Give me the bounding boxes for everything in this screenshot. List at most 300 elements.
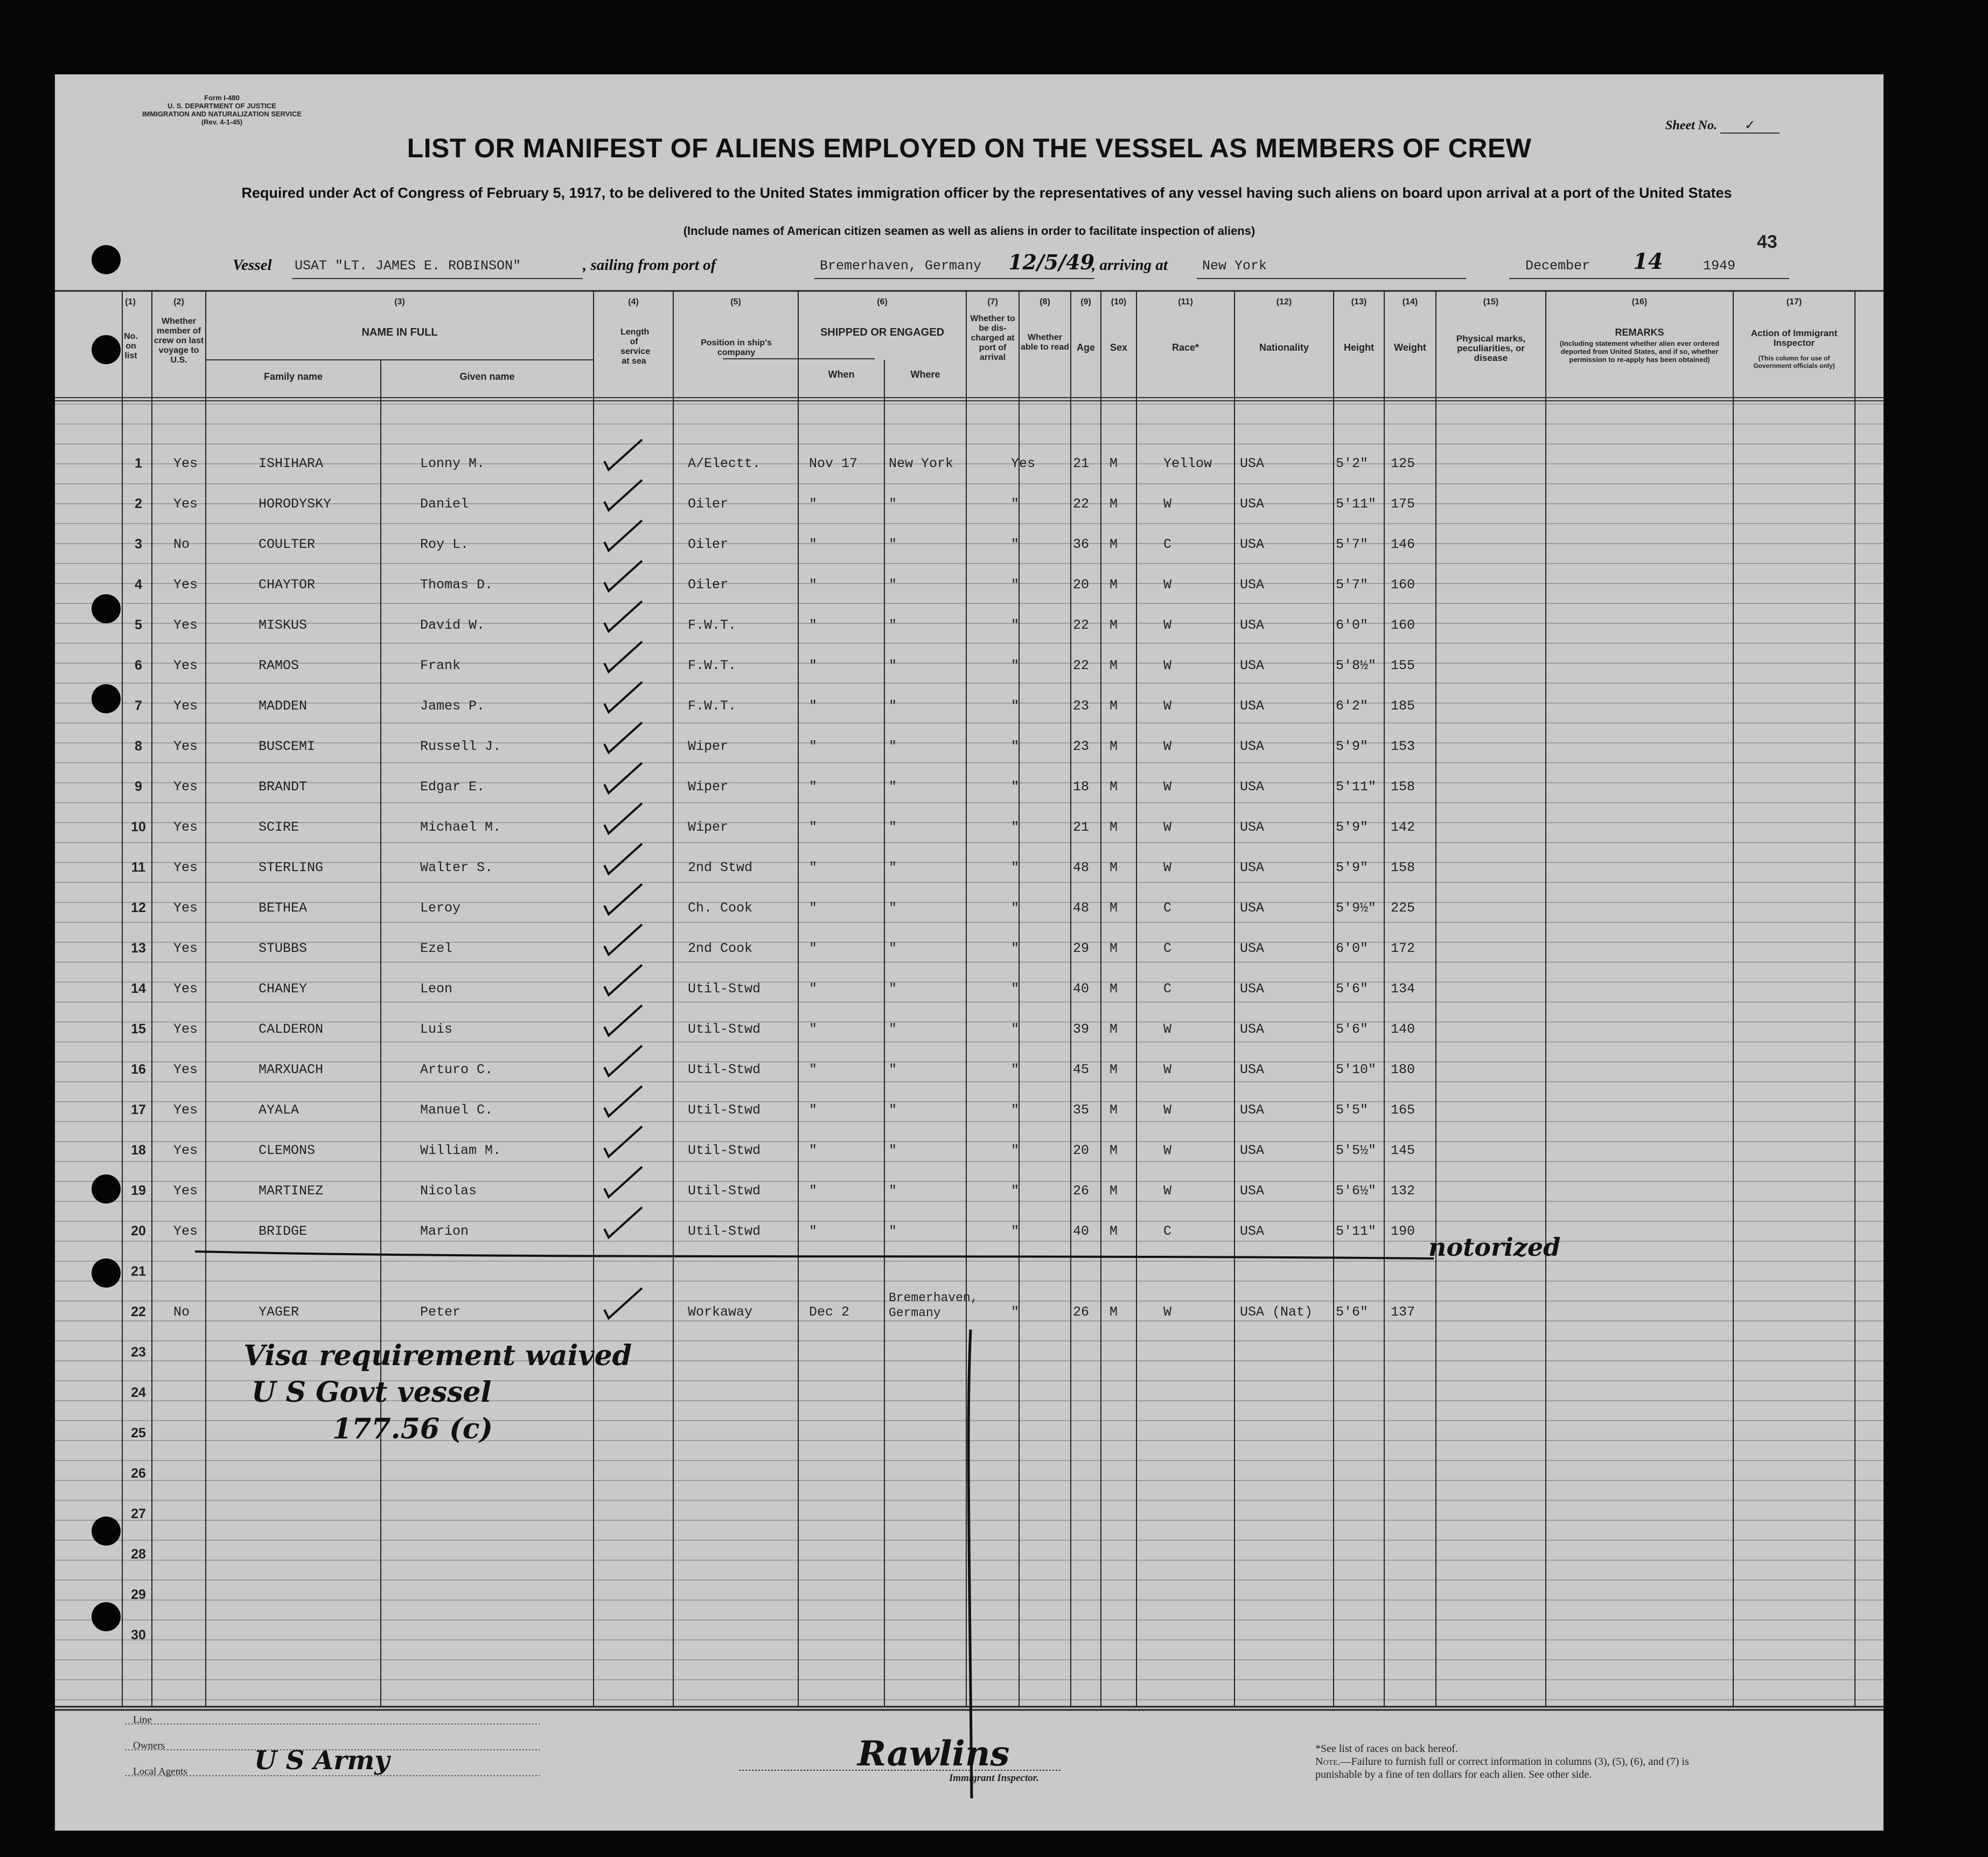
- cell-no: 24: [131, 1385, 146, 1400]
- cell-given: Leroy: [420, 900, 461, 916]
- cell-nat: USA: [1240, 496, 1265, 512]
- cell-read: ": [1011, 698, 1020, 714]
- cell-read: ": [1011, 537, 1020, 552]
- cell-no: 2: [135, 496, 142, 511]
- footer-local-agents-label: Local Agents: [133, 1766, 187, 1777]
- cell-sex: M: [1110, 577, 1118, 593]
- cell-nat: USA: [1240, 456, 1265, 471]
- cell-age: 29: [1073, 941, 1090, 956]
- cell-height: 5'9": [1336, 819, 1369, 835]
- cell-no: 21: [131, 1264, 146, 1279]
- col13-number: (13): [1351, 297, 1367, 307]
- cell-age: 26: [1073, 1183, 1090, 1199]
- cell-given: Manuel C.: [420, 1102, 493, 1118]
- cell-read: ": [1011, 900, 1020, 916]
- cell-last: Yes: [173, 1223, 198, 1239]
- cell-given: Thomas D.: [420, 577, 493, 593]
- cell-sex: M: [1110, 779, 1118, 795]
- cell-when: ": [809, 900, 818, 916]
- vessel-label: Vessel: [233, 256, 272, 274]
- cell-given: David W.: [420, 617, 485, 633]
- service-check-mark: [604, 682, 642, 712]
- cell-family: HORODYSKY: [259, 496, 332, 512]
- cell-nat: USA: [1240, 698, 1265, 714]
- col17-header: Action of Immigrant Inspector: [1750, 328, 1838, 348]
- cell-weight: 160: [1391, 617, 1415, 633]
- shipped-where-header: Where: [910, 369, 940, 380]
- cell-position: Wiper: [688, 819, 729, 835]
- cell-height: 5'8½": [1336, 658, 1377, 673]
- cell-family: CHANEY: [259, 981, 308, 997]
- service-check-mark: [604, 520, 642, 551]
- cell-sex: M: [1110, 1304, 1118, 1320]
- col4-header: Length of service at sea: [620, 328, 651, 366]
- cell-position: Util-Stwd: [688, 1102, 761, 1118]
- cell-no: 10: [131, 819, 146, 834]
- col7-number: (7): [987, 297, 998, 307]
- binder-hole: [92, 1517, 121, 1546]
- sailing-date: 12/5/49: [1008, 250, 1094, 274]
- cell-family: BRIDGE: [259, 1223, 308, 1239]
- cell-position: Workaway: [688, 1304, 753, 1320]
- cell-sex: M: [1110, 739, 1118, 754]
- cell-read: ": [1011, 1143, 1020, 1158]
- cell-family: CLEMONS: [259, 1143, 316, 1158]
- cell-read: ": [1011, 617, 1020, 633]
- col3-header: NAME IN FULL: [361, 326, 438, 338]
- cell-read: ": [1011, 577, 1020, 593]
- cell-last: Yes: [173, 1062, 198, 1077]
- col4-number: (4): [628, 297, 639, 307]
- cell-last: Yes: [173, 819, 198, 835]
- cell-sex: M: [1110, 860, 1118, 875]
- cell-position: Oiler: [688, 577, 729, 593]
- col16-header: REMARKS: [1615, 327, 1664, 338]
- cell-height: 5'9": [1336, 739, 1369, 754]
- col15-number: (15): [1483, 297, 1499, 307]
- cell-when: Dec 2: [809, 1304, 850, 1320]
- arrival-port: New York: [1202, 258, 1267, 274]
- footer-owners-label: Owners: [133, 1740, 165, 1751]
- cell-race: W: [1163, 1102, 1172, 1118]
- cell-position: F.W.T.: [688, 658, 737, 673]
- cell-last: Yes: [173, 698, 198, 714]
- col17-note: (This column for use of Government officials only): [1753, 354, 1835, 370]
- cell-where: ": [889, 1062, 897, 1077]
- cell-sex: M: [1110, 617, 1118, 633]
- cell-position: Util-Stwd: [688, 1223, 761, 1239]
- cell-when: ": [809, 981, 818, 997]
- cell-given: Roy L.: [420, 537, 469, 552]
- arrival-month: December: [1525, 258, 1591, 274]
- cell-where: ": [889, 1183, 897, 1199]
- cell-where: ": [889, 658, 897, 673]
- cell-position: F.W.T.: [688, 698, 737, 714]
- col5-header: Position in ship's company: [701, 338, 772, 357]
- cell-weight: 175: [1391, 496, 1415, 512]
- cell-no: 4: [135, 577, 142, 592]
- cell-where: ": [889, 1021, 897, 1037]
- col15-header: Physical marks, peculiarities, or disease: [1456, 333, 1526, 363]
- cell-race: W: [1163, 739, 1172, 754]
- cell-last: No: [173, 537, 190, 552]
- cell-given: Peter: [420, 1304, 461, 1320]
- races-footnote: *See list of races on back hereof.: [1315, 1743, 1458, 1755]
- cell-last: Yes: [173, 860, 198, 875]
- cell-when: ": [809, 1021, 818, 1037]
- cell-race: W: [1163, 819, 1172, 835]
- footer-line-label: Line: [133, 1714, 152, 1726]
- cell-race: W: [1163, 496, 1172, 512]
- cell-last: Yes: [173, 739, 198, 754]
- cell-read: ": [1011, 1223, 1020, 1239]
- col14-header: Weight: [1394, 342, 1426, 353]
- cell-where: ": [889, 779, 897, 795]
- cell-position: 2nd Stwd: [688, 860, 753, 875]
- cell-weight: 158: [1391, 860, 1415, 875]
- cell-where: ": [889, 739, 897, 754]
- service-check-mark: [604, 1207, 642, 1237]
- cell-age: 22: [1073, 617, 1090, 633]
- cell-position: Util-Stwd: [688, 1062, 761, 1077]
- cell-last: No: [173, 1304, 190, 1320]
- binder-hole: [92, 594, 121, 623]
- cell-race: W: [1163, 1304, 1172, 1320]
- cell-weight: 137: [1391, 1304, 1415, 1320]
- cell-height: 5'11": [1336, 496, 1377, 512]
- cell-sex: M: [1110, 496, 1118, 512]
- cell-read: ": [1011, 779, 1020, 795]
- cell-no: 27: [131, 1506, 146, 1521]
- cell-race: C: [1163, 941, 1172, 956]
- service-name: IMMIGRATION AND NATURALIZATION SERVICE: [142, 110, 302, 118]
- cell-read: ": [1011, 658, 1020, 673]
- cell-age: 45: [1073, 1062, 1090, 1077]
- cell-when: ": [809, 1102, 818, 1118]
- cell-where: New York: [889, 456, 954, 471]
- cell-family: AYALA: [259, 1102, 299, 1118]
- cell-family: YAGER: [259, 1304, 299, 1320]
- cell-family: MARTINEZ: [259, 1183, 324, 1199]
- col7-header: Whether to be dis-charged at port of arrival: [970, 314, 1015, 362]
- cell-weight: 145: [1391, 1143, 1415, 1158]
- cell-no: 28: [131, 1547, 146, 1562]
- cell-last: Yes: [173, 779, 198, 795]
- cell-when: ": [809, 1143, 818, 1158]
- cell-weight: 153: [1391, 739, 1415, 754]
- binder-hole: [92, 1258, 121, 1288]
- cell-race: W: [1163, 1062, 1172, 1077]
- manifest-sheet: [55, 74, 1884, 1831]
- cell-nat: USA: [1240, 900, 1265, 916]
- cell-given: Russell J.: [420, 739, 501, 754]
- cell-nat: USA: [1240, 1062, 1265, 1077]
- cell-read: ": [1011, 1021, 1020, 1037]
- cell-no: 12: [131, 900, 146, 915]
- visa-note-line2: U S Govt vessel: [252, 1376, 492, 1409]
- cell-age: 35: [1073, 1102, 1090, 1118]
- service-check-mark: [604, 1086, 642, 1116]
- cell-family: BRANDT: [259, 779, 308, 795]
- cell-given: James P.: [420, 698, 485, 714]
- col16-note: (Including statement whether alien ever ordered deported from United States, and if so, whether permission to re-apply has been obtained): [1559, 339, 1720, 364]
- cell-weight: 172: [1391, 941, 1415, 956]
- cell-read: ": [1011, 739, 1020, 754]
- cell-no: 9: [135, 779, 142, 794]
- cell-where: ": [889, 981, 897, 997]
- cell-height: 5'10": [1336, 1062, 1377, 1077]
- sheet-number-check-mark: ✓: [1720, 117, 1780, 134]
- cell-where: ": [889, 496, 897, 512]
- col13-header: Height: [1344, 342, 1374, 353]
- cell-sex: M: [1110, 698, 1118, 714]
- binder-hole: [92, 335, 121, 364]
- cell-where: ": [889, 1102, 897, 1118]
- service-check-mark: [604, 1288, 642, 1318]
- cell-no: 19: [131, 1183, 146, 1198]
- service-check-mark: [604, 642, 642, 672]
- col1-number: (1): [125, 297, 136, 307]
- cell-nat: USA: [1240, 1021, 1265, 1037]
- cell-given: Lonny M.: [420, 456, 485, 471]
- cell-where: ": [889, 577, 897, 593]
- cell-race: W: [1163, 1021, 1172, 1037]
- cell-last: Yes: [173, 1021, 198, 1037]
- department-name: U. S. DEPARTMENT OF JUSTICE: [168, 102, 276, 110]
- cell-last: Yes: [173, 577, 198, 593]
- col14-number: (14): [1402, 297, 1418, 307]
- cell-read: ": [1011, 860, 1020, 875]
- cell-read: ": [1011, 1062, 1020, 1077]
- col8-number: (8): [1040, 297, 1050, 307]
- cell-last: Yes: [173, 658, 198, 673]
- service-check-mark: [604, 1005, 642, 1035]
- cell-nat: USA: [1240, 1143, 1265, 1158]
- cell-weight: 132: [1391, 1183, 1415, 1199]
- note-text: —Failure to furnish full or correct information in columns (3), (5), (6), and (7) is punishable by a fine of ten dollars for each alien. See other side.: [1315, 1756, 1689, 1781]
- cell-sex: M: [1110, 658, 1118, 673]
- cell-family: ISHIHARA: [259, 456, 324, 471]
- cell-no: 8: [135, 739, 142, 754]
- cell-height: 5'7": [1336, 577, 1369, 593]
- cell-race: W: [1163, 658, 1172, 673]
- cell-height: 6'0": [1336, 941, 1369, 956]
- cell-read: ": [1011, 819, 1020, 835]
- service-check-mark: [604, 803, 642, 833]
- cell-position: Ch. Cook: [688, 900, 753, 916]
- family-name-header: Family name: [263, 371, 323, 382]
- cell-age: 40: [1073, 1223, 1090, 1239]
- cell-weight: 160: [1391, 577, 1415, 593]
- cell-given: Walter S.: [420, 860, 493, 875]
- service-check-mark: [604, 1167, 642, 1197]
- col8-header: Whether able to read: [1021, 333, 1069, 352]
- cell-height: 5'7": [1336, 537, 1369, 552]
- col6-number: (6): [877, 297, 888, 307]
- cell-sex: M: [1110, 819, 1118, 835]
- cell-position: Wiper: [688, 779, 729, 795]
- cell-height: 5'6": [1336, 981, 1369, 997]
- cell-last: Yes: [173, 900, 198, 916]
- cell-when: ": [809, 577, 818, 593]
- cell-given: Edgar E.: [420, 779, 485, 795]
- inspector-stroke: [968, 1330, 972, 1798]
- visa-note-line3: 177.56 (c): [332, 1413, 493, 1445]
- cell-weight: 225: [1391, 900, 1415, 916]
- cell-position: Oiler: [688, 537, 729, 552]
- cell-nat: USA: [1240, 941, 1265, 956]
- binder-hole: [92, 1602, 121, 1631]
- cell-position: Util-Stwd: [688, 981, 761, 997]
- cell-family: RAMOS: [259, 658, 299, 673]
- cell-weight: 185: [1391, 698, 1415, 714]
- cell-sex: M: [1110, 981, 1118, 997]
- cell-no: 22: [131, 1304, 146, 1319]
- cell-nat: USA: [1240, 658, 1265, 673]
- cell-family: MADDEN: [259, 698, 308, 714]
- cell-given: Marion: [420, 1223, 469, 1239]
- cell-race: C: [1163, 1223, 1172, 1239]
- visa-note-line1: Visa requirement waived: [243, 1339, 632, 1372]
- vessel-name: USAT "LT. JAMES E. ROBINSON": [295, 258, 521, 274]
- col2-number: (2): [173, 297, 184, 307]
- cell-position: A/Electt.: [688, 456, 761, 471]
- binder-hole: [92, 1174, 121, 1204]
- cell-no: 29: [131, 1587, 146, 1602]
- cell-nat: USA: [1240, 1102, 1265, 1118]
- cell-nat: USA: [1240, 860, 1265, 875]
- cell-read: ": [1011, 1102, 1020, 1118]
- cell-when: ": [809, 941, 818, 956]
- cell-where: ": [889, 1223, 897, 1239]
- cell-where: ": [889, 617, 897, 633]
- cell-no: 30: [131, 1628, 146, 1643]
- cell-age: 36: [1073, 537, 1090, 552]
- cell-given: Luis: [420, 1021, 453, 1037]
- cell-when: ": [809, 739, 818, 754]
- cell-family: CALDERON: [259, 1021, 324, 1037]
- col16-number: (16): [1631, 297, 1648, 307]
- cell-race: W: [1163, 1183, 1172, 1199]
- cell-age: 40: [1073, 981, 1090, 997]
- cell-age: 20: [1073, 1143, 1090, 1158]
- cell-no: 15: [131, 1021, 146, 1037]
- cell-no: 7: [135, 698, 142, 713]
- page-subnote: (Include names of American citizen seamen as well as aliens in order to facilitate inspection of aliens): [683, 224, 1255, 238]
- cell-height: 6'0": [1336, 617, 1369, 633]
- cell-family: MISKUS: [259, 617, 308, 633]
- cell-family: MARXUACH: [259, 1062, 324, 1077]
- col1-header: No. on list: [124, 332, 138, 360]
- page-number: 43: [1757, 232, 1777, 252]
- cell-age: 22: [1073, 658, 1090, 673]
- cell-family: BETHEA: [259, 900, 308, 916]
- arrival-day: 14: [1633, 249, 1663, 274]
- cell-last: Yes: [173, 1102, 198, 1118]
- cell-weight: 146: [1391, 537, 1415, 552]
- cell-given: Frank: [420, 658, 461, 673]
- cell-height: 5'11": [1336, 1223, 1377, 1239]
- cell-when: ": [809, 617, 818, 633]
- cell-height: 5'6": [1336, 1021, 1369, 1037]
- cell-sex: M: [1110, 1021, 1118, 1037]
- cell-sex: M: [1110, 1062, 1118, 1077]
- col3-number: (3): [394, 297, 405, 307]
- cell-no: 16: [131, 1062, 146, 1077]
- cell-no: 23: [131, 1345, 146, 1360]
- col10-number: (10): [1111, 297, 1127, 307]
- cell-family: BUSCEMI: [259, 739, 316, 754]
- cell-last: Yes: [173, 1183, 198, 1199]
- cell-where: ": [889, 860, 897, 875]
- cell-given: Ezel: [420, 941, 453, 956]
- cell-no: 14: [131, 981, 146, 996]
- binder-hole: [92, 245, 121, 274]
- cell-read: ": [1011, 941, 1020, 956]
- col6-header: SHIPPED OR ENGAGED: [820, 326, 945, 338]
- cell-sex: M: [1110, 1102, 1118, 1118]
- cell-sex: M: [1110, 456, 1118, 471]
- service-check-mark: [604, 884, 642, 914]
- service-check-mark: [604, 601, 642, 631]
- cell-where: ": [889, 819, 897, 835]
- cell-when: ": [809, 1223, 818, 1239]
- sheet-number-label: Sheet No.: [1665, 119, 1717, 133]
- service-check-mark: [604, 844, 642, 874]
- col12-number: (12): [1276, 297, 1292, 307]
- service-check-mark: [604, 480, 642, 510]
- cell-height: 5'5": [1336, 1102, 1369, 1118]
- cell-sex: M: [1110, 1183, 1118, 1199]
- cell-nat: USA: [1240, 577, 1265, 593]
- cell-when: ": [809, 496, 818, 512]
- col17-number: (17): [1786, 297, 1802, 307]
- cell-weight: 142: [1391, 819, 1415, 835]
- cell-no: 18: [131, 1143, 146, 1158]
- cell-no: 25: [131, 1425, 146, 1441]
- cell-age: 23: [1073, 739, 1090, 754]
- service-check-mark: [604, 1046, 642, 1076]
- col12-header: Nationality: [1259, 342, 1309, 353]
- cell-where: ": [889, 900, 897, 916]
- cell-when: ": [809, 1062, 818, 1077]
- cell-where: ": [889, 1143, 897, 1158]
- cell-last: Yes: [173, 1143, 198, 1158]
- cell-height: 5'11": [1336, 779, 1377, 795]
- cell-sex: M: [1110, 1223, 1118, 1239]
- cell-family: SCIRE: [259, 819, 299, 835]
- page-title: LIST OR MANIFEST OF ALIENS EMPLOYED ON THE VESSEL AS MEMBERS OF CREW: [407, 133, 1532, 163]
- cell-weight: 125: [1391, 456, 1415, 471]
- cell-age: 23: [1073, 698, 1090, 714]
- cell-position: Util-Stwd: [688, 1143, 761, 1158]
- service-check-mark: [604, 763, 642, 793]
- handwritten-visa-note: [243, 1338, 632, 1448]
- cell-height: 5'6": [1336, 1304, 1369, 1320]
- cell-last: Yes: [173, 456, 198, 471]
- cell-nat: USA: [1240, 1223, 1265, 1239]
- cell-age: 48: [1073, 860, 1090, 875]
- cell-position: Util-Stwd: [688, 1021, 761, 1037]
- cell-no: 1: [135, 456, 142, 471]
- cell-when: ": [809, 1183, 818, 1199]
- cell-no: 5: [135, 617, 142, 632]
- page-subtitle: Required under Act of Congress of February 5, 1917, to be delivered to the United States immigration officer by the representatives of any vessel having such aliens on board upon arrival at a port of the United States: [241, 185, 1732, 201]
- cell-height: 5'5½": [1336, 1143, 1377, 1158]
- cell-nat: USA: [1240, 819, 1265, 835]
- cell-last: Yes: [173, 941, 198, 956]
- cell-nat: USA: [1240, 1183, 1265, 1199]
